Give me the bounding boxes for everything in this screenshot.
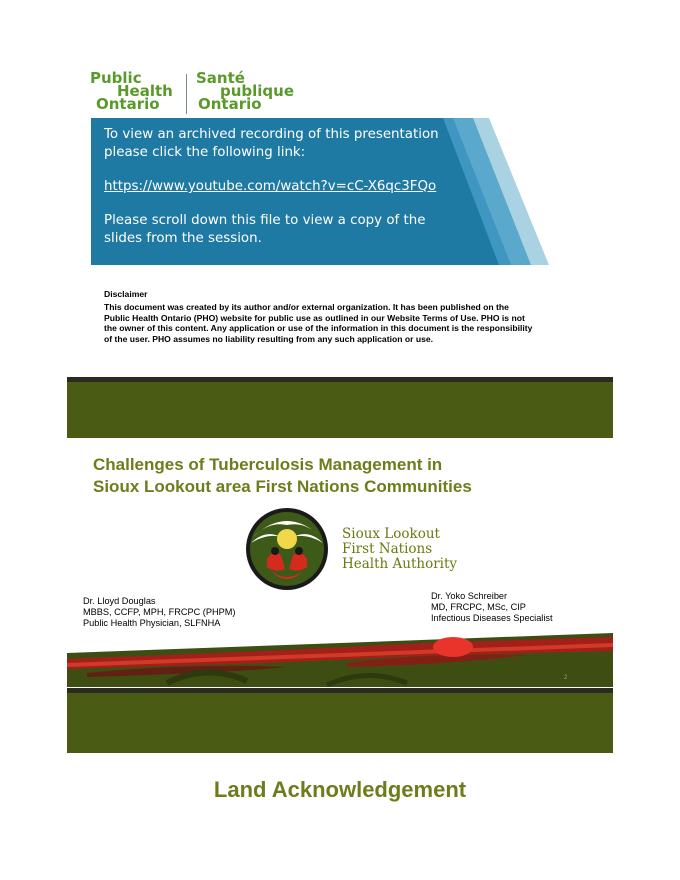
presenter-credentials: MD, FRCPC, MSc, CIP	[431, 602, 526, 612]
pho-logo-french	[196, 69, 306, 113]
slide-title-text: Land Acknowledgement	[213, 777, 467, 802]
presenter-role: Infectious Diseases Specialist	[431, 613, 553, 623]
logo-en-line2: Health	[117, 82, 173, 100]
logo-fr-line3: Ontario	[198, 95, 262, 113]
disclaimer-heading: Disclaimer	[104, 289, 148, 299]
slide-title-text	[93, 454, 573, 498]
org-line-3: Health Authority	[342, 556, 458, 572]
title-line-2: Sioux Lookout area First Nations Communities	[93, 477, 472, 496]
banner-line-4: slides from the session.	[104, 231, 262, 246]
org-line-1: Sioux Lookout	[342, 526, 440, 542]
presenter-role: Public Health Physician, SLFNHA	[83, 618, 221, 628]
disclaimer	[104, 289, 534, 344]
banner-line-2: please click the following link:	[104, 145, 306, 160]
presenter-right	[431, 591, 553, 624]
presenter-name: Dr. Lloyd Douglas	[83, 596, 156, 606]
slfnha-emblem-icon	[245, 507, 329, 591]
logo-fr-line2: publique	[220, 82, 295, 100]
presenter-name: Dr. Yoko Schreiber	[431, 591, 508, 601]
logo-en-line1: Public	[90, 69, 142, 87]
logo-en-line3: Ontario	[96, 95, 160, 113]
slide-header-band	[67, 382, 613, 438]
banner-line-1: To view an archived recording of this presentation	[104, 127, 439, 142]
slide-footer-decoration	[67, 633, 613, 687]
recording-link[interactable]: https://www.youtube.com/watch?v=cC-X6qc3FQo	[104, 179, 437, 194]
recording-banner	[91, 118, 549, 265]
disclaimer-body: This document was created by its author and/or external organization. It has been published on the Public Health Ontario (PHO) website for public use as outlined in our Website Terms of Use. PHO is not the owner of this content. Any application or use of the information in this document is the responsibility of the user. PHO assumes no liability resulting from any such application or use.	[104, 302, 533, 344]
logo-separator	[186, 74, 187, 114]
presenter-credentials: MBBS, CCFP, MPH, FRCPC (PHPM)	[83, 607, 236, 617]
banner-line-3: Please scroll down this file to view a copy of the	[104, 213, 426, 228]
slide-land-acknowledgement	[67, 688, 613, 880]
slfnha-name	[342, 527, 457, 572]
pho-logo	[90, 69, 310, 117]
banner-text	[104, 126, 464, 248]
slide-title	[67, 377, 613, 687]
page-number: 2	[564, 675, 568, 681]
slide-header-band	[67, 693, 613, 753]
logo-fr-line1: Santé	[196, 69, 245, 87]
presenter-left	[83, 596, 235, 629]
org-line-2: First Nations	[342, 541, 433, 557]
title-line-1: Challenges of Tuberculosis Management in	[93, 455, 443, 474]
pho-logo-english	[90, 69, 180, 113]
